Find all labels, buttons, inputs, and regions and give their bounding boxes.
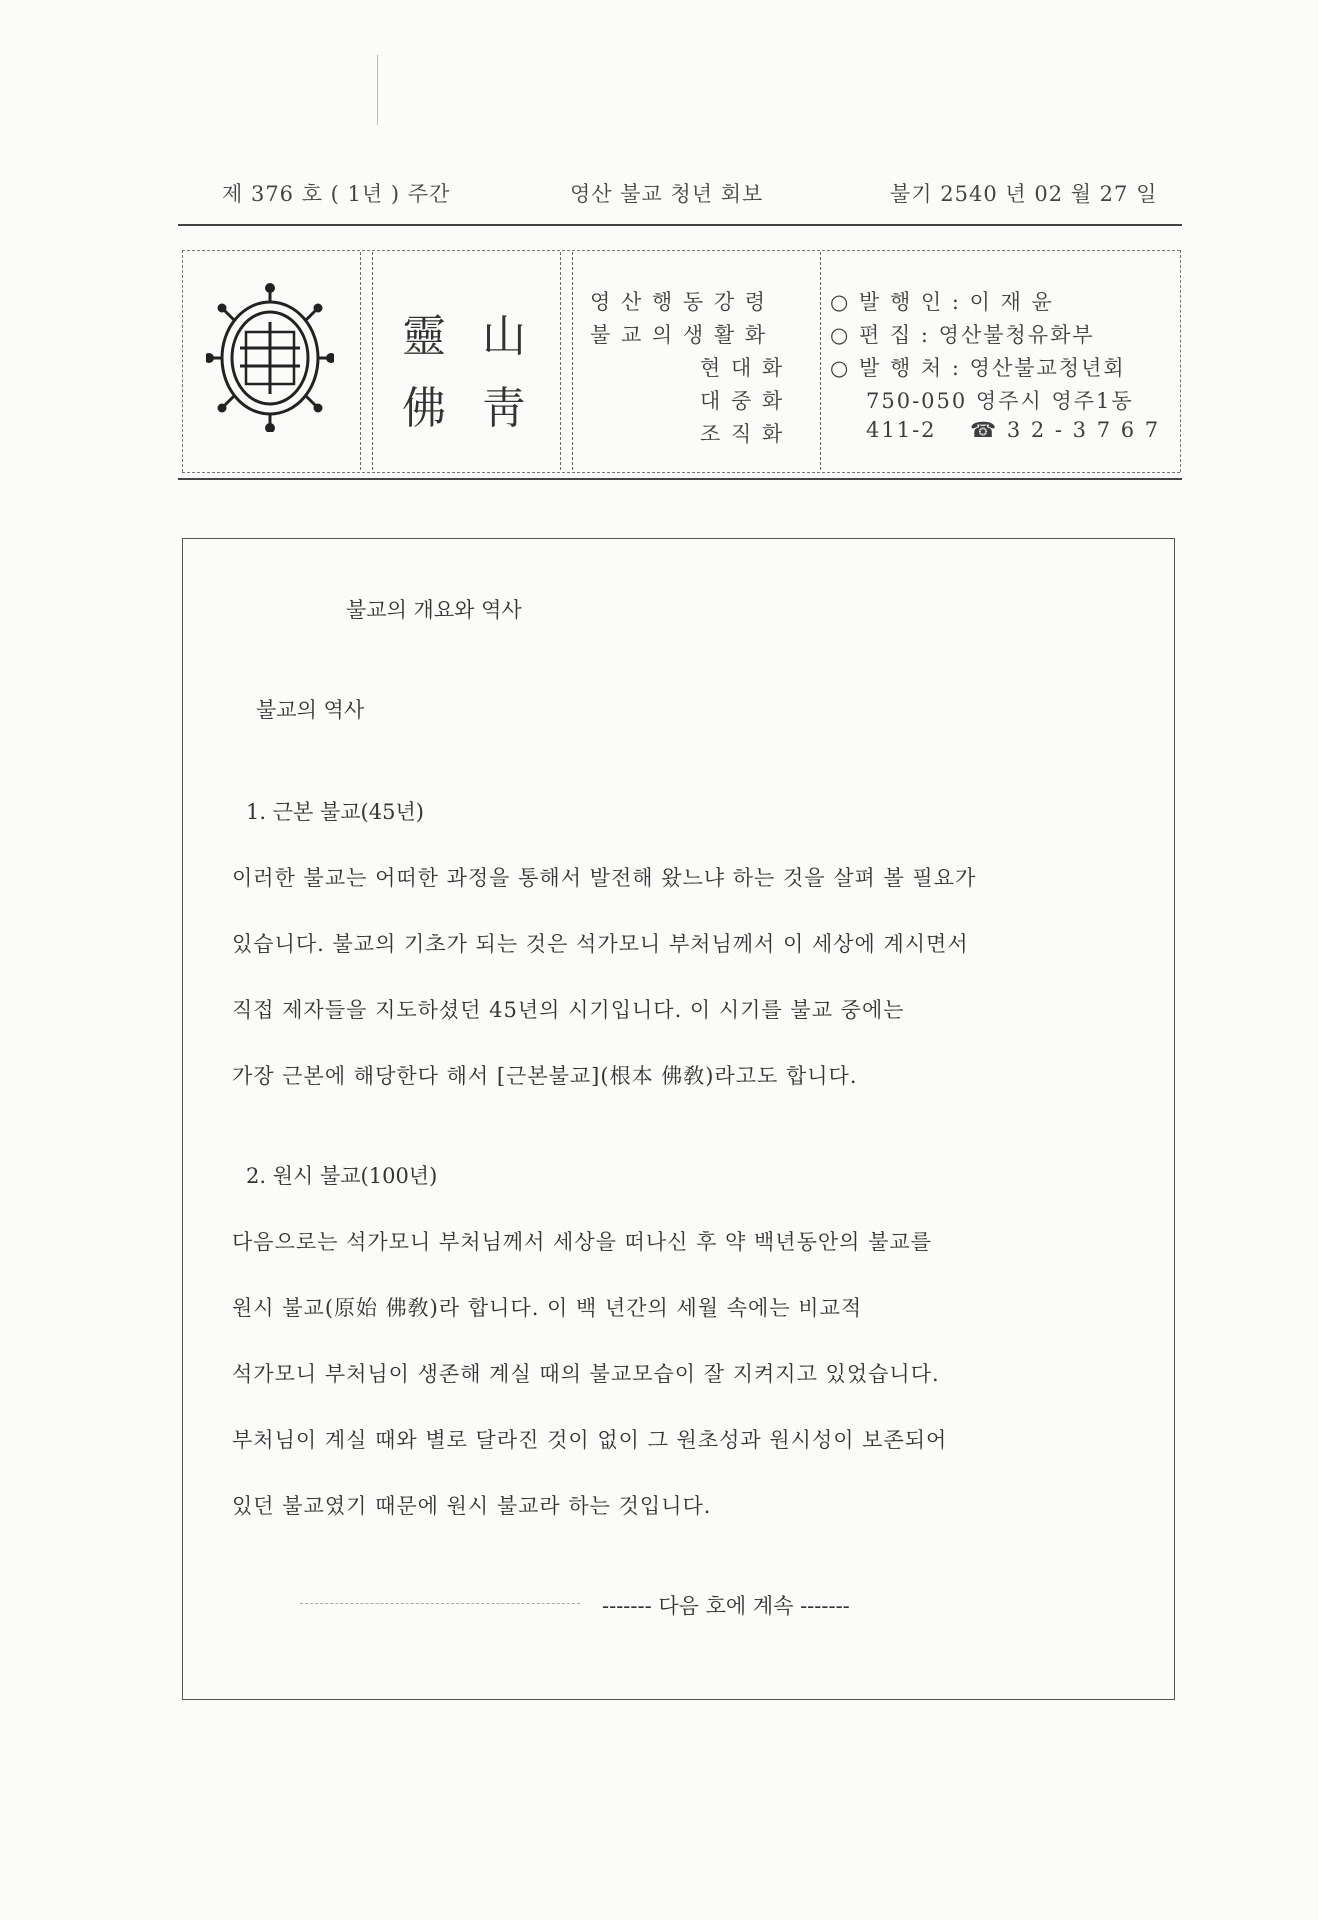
publication-name: 영산 불교 청년 회보 [570, 182, 764, 206]
section-2-line-2: 원시 불교(原始 佛敎)라 합니다. 이 백 년간의 세월 속에는 비교적 [232, 1296, 863, 1320]
masthead-top-border [182, 250, 1180, 251]
title-char-san: 山 [482, 311, 526, 362]
section-1-heading: 1. 근본 불교(45년) [246, 800, 424, 824]
slogan-line-2: 불 교 의 생 활 화 [590, 323, 768, 347]
dharma-wheel-logo [206, 282, 334, 432]
publisher-info: ○ 발 행 인 : 이 재 윤 [830, 290, 1054, 314]
address-line-2: 411-2 [866, 418, 937, 442]
slogan-line-5: 조 직 화 [700, 422, 785, 446]
office-info: ○ 발 행 처 : 영산불교청년회 [830, 356, 1126, 380]
section-1-line-1: 이러한 불교는 어떠한 과정을 통해서 발전해 왔느냐 하는 것을 살펴 볼 필요가 [232, 866, 977, 890]
header-rule-bottom [178, 478, 1182, 480]
section-2-line-3: 석가모니 부처님이 생존해 계실 때의 불교모습이 잘 지켜지고 있었습니다. [232, 1362, 940, 1386]
divider-1a [360, 252, 361, 470]
section-1-line-2: 있습니다. 불교의 기초가 되는 것은 석가모니 부처님께서 이 세상에 계시면서 [232, 932, 969, 956]
scan-mark [377, 55, 378, 125]
slogan-line-3: 현 대 화 [700, 356, 785, 380]
title-char-cheong: 靑 [482, 383, 526, 434]
issue-number: 제 376 호 ( 1년 ) 주간 [222, 182, 451, 206]
continued-note: ------- 다음 호에 계속 ------- [602, 1594, 850, 1618]
header-rule-top [178, 224, 1182, 226]
section-2-line-4: 부처님이 계실 때와 별로 달라진 것이 없이 그 원초성과 원시성이 보존되어 [232, 1428, 948, 1452]
article-subtitle: 불교의 역사 [256, 698, 365, 722]
divider-2b [572, 252, 573, 470]
issue-date: 불기 2540 년 02 월 27 일 [890, 182, 1158, 206]
phone-number: ☎ 3 2 - 3 7 6 7 [970, 418, 1161, 442]
divider-1b [372, 252, 373, 470]
title-char-bul: 佛 [402, 383, 446, 434]
address-line-1: 750-050 영주시 영주1동 [866, 389, 1134, 413]
section-1-line-3: 직접 제자들을 지도하셨던 45년의 시기입니다. 이 시기를 불교 중에는 [232, 998, 905, 1022]
section-2-line-1: 다음으로는 석가모니 부처님께서 세상을 떠나신 후 약 백년동안의 불교를 [232, 1230, 932, 1254]
divider-3 [820, 252, 821, 470]
masthead-bottom-border [182, 472, 1180, 473]
editor-info: ○ 편 집 : 영산불청유화부 [830, 323, 1095, 347]
section-1-line-4: 가장 근본에 해당한다 해서 [근본불교](根本 佛敎)라고도 합니다. [232, 1064, 858, 1088]
continued-rule [300, 1603, 580, 1604]
title-char-yeong: 靈 [402, 311, 446, 362]
divider-2a [560, 252, 561, 470]
masthead-right-border [1180, 250, 1181, 472]
slogan-line-4: 대 중 화 [700, 389, 785, 413]
masthead-left-border [182, 250, 183, 472]
section-2-line-5: 있던 불교였기 때문에 원시 불교라 하는 것입니다. [232, 1494, 712, 1518]
slogan-line-1: 영 산 행 동 강 령 [590, 290, 768, 314]
section-2-heading: 2. 원시 불교(100년) [246, 1164, 438, 1188]
article-title: 불교의 개요와 역사 [346, 598, 522, 622]
